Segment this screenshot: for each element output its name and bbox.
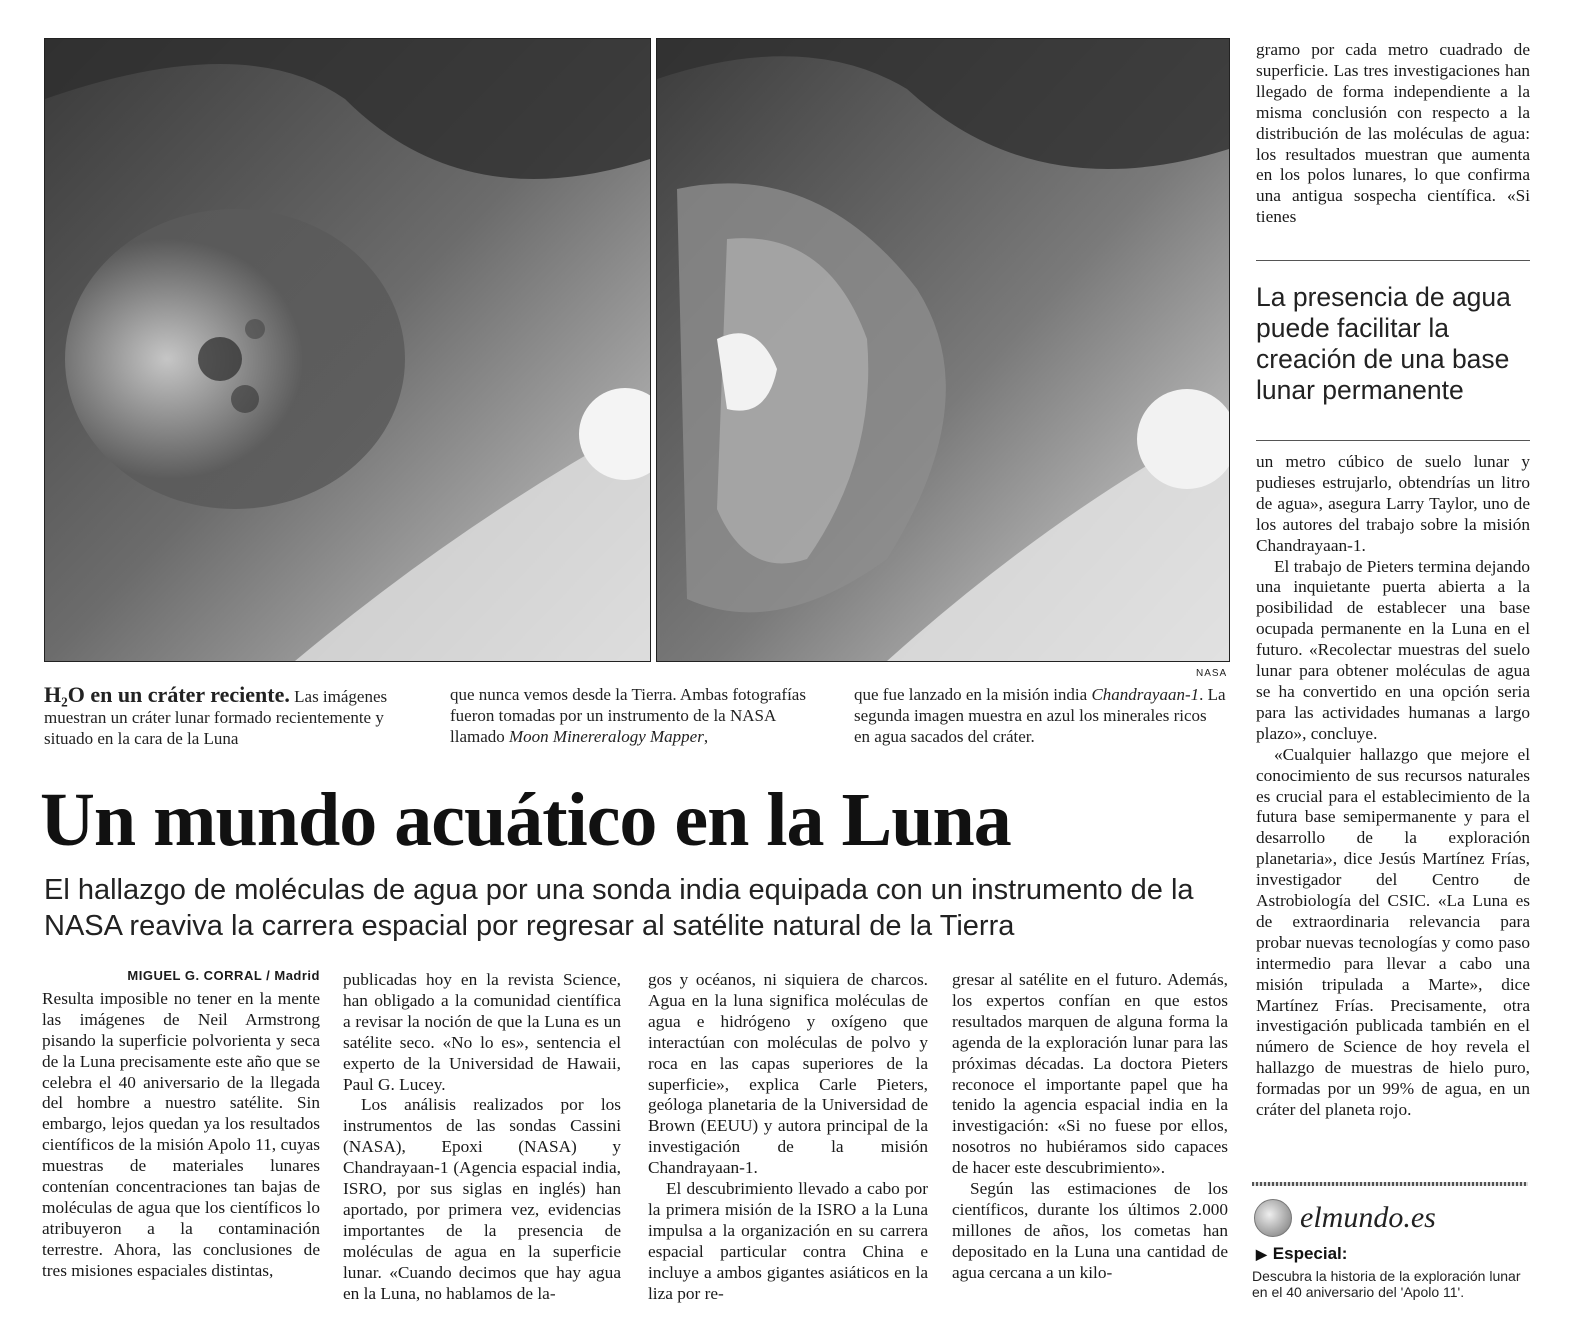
article-column-3 bbox=[648, 970, 928, 1305]
promo-label: Especial: bbox=[1272, 1244, 1348, 1263]
caption-mission: Chandrayaan-1 bbox=[1091, 685, 1200, 704]
caption-text-1: Las imágenes muestran un cráter lunar formado recientemente y situado en la cara de la Luna bbox=[44, 687, 388, 748]
paragraph: gos y océanos, ni siquiera de charcos. Agua en la luna significa moléculas de agua e hidrógeno y oxígeno que interactúan con moléculas de polvo y roca en las capas superiores de la superficie», explica Carle Pieters, geóloga planetaria de la Universidad de Brown (EEUU) y autora principal de la investigación de la misión Chandrayaan-1. bbox=[648, 970, 928, 1178]
elmundo-logo bbox=[1254, 1196, 1534, 1240]
caption-text-2c: , bbox=[703, 727, 709, 746]
photo-caption-col3 bbox=[854, 684, 1226, 747]
paragraph: publicadas hoy en la revista Science, han obligado a la comunidad científica a revisar la noción de que la Luna es un satélite seco. «No lo es», sentencia el experto de la Universidad de Hawaii, Paul G. Lucey. bbox=[343, 970, 621, 1094]
paragraph: gresar al satélite en el futuro. Además, los expertos confían en que estos resultados marquen de alguna forma la agenda de la exploración lunar para las próximas décadas. La doctora Pieters reconoce el importante papel que ha tenido la agencia espacial india en la investigación: «Si no fuese por ellos, nosotros no hubiéramos sido capaces de hacer este descubrimiento». bbox=[952, 970, 1228, 1178]
byline: MIGUEL G. CORRAL / Madrid bbox=[127, 968, 320, 983]
globe-icon bbox=[1254, 1199, 1292, 1237]
logo-text: elmundo.es bbox=[1300, 1201, 1436, 1234]
promo-special-label bbox=[1256, 1244, 1347, 1264]
promo-divider bbox=[1252, 1182, 1528, 1186]
article-column-4 bbox=[952, 970, 1228, 1284]
caption-title: H₂O en un cráter reciente. bbox=[44, 682, 290, 707]
article-subhead: El hallazgo de moléculas de agua por una sonda india equipada con un instrumento de la NASA reaviva la carrera espacial por regresar al satélite natural de la Tierra bbox=[44, 874, 1194, 942]
paragraph: El trabajo de Pieters termina dejando una inquietante puerta abierta a la posibilidad de establecer una base ocupada permanente en la Luna en el futuro. «Recolectar muestras del suelo lunar para obtener moléculas de agua se ha convertido en una opción seria para las actividades humanas a largo plazo», concluye. bbox=[1256, 556, 1530, 743]
moon-crater-photo-left bbox=[44, 38, 651, 662]
caption-text-3c: . La segunda imagen muestra en azul los minerales ricos en agua sacados del cráter. bbox=[854, 685, 1226, 746]
photo-credit: NASA bbox=[1196, 668, 1228, 679]
play-arrow-icon: ▶ bbox=[1256, 1246, 1267, 1262]
photo-caption-col2 bbox=[450, 684, 830, 747]
paragraph: El descubrimiento llevado a cabo por la primera misión de la ISRO a la Luna impulsa a la organización en su carrera espacial particular contra China e incluye a ambos gigantes asiáticos en la liza por re- bbox=[648, 1179, 928, 1303]
caption-text-3a: que fue lanzado en la misión india bbox=[854, 685, 1092, 704]
paragraph: Resulta imposible no tener en la mente las imágenes de Neil Armstrong pisando la superficie polvorienta y seca de la Luna precisamente este año que se celebra el 40 aniversario de la llegada del hombre a nuestro satélite. Sin embargo, lejos quedan ya los resultados científicos de la misión Apolo 11, cuyas muestras de materiales lunares contenían concentraciones tan bajas de moléculas de agua que los científicos lo atribuyeron a la contaminación terrestre. Ahora, las conclusiones de tres misiones espaciales distintas, bbox=[42, 988, 320, 1280]
article-column-5-top bbox=[1256, 40, 1530, 228]
moon-crater-photo-right bbox=[656, 38, 1230, 662]
article-column-2 bbox=[343, 970, 621, 1305]
paragraph: gramo por cada metro cuadrado de superficie. Las tres investigaciones han llegado de forma independiente a la misma conclusión con respecto a la distribución de las moléculas de agua: los resultados muestran que aumenta en los polos lunares, lo que confirma una antigua sospecha científica. «Si tienes bbox=[1256, 40, 1530, 227]
paragraph: un metro cúbico de suelo lunar y pudieses estrujarlo, obtendrías un litro de agua», asegura Larry Taylor, uno de los autores del trabajo sobre la misión Chandrayaan-1. bbox=[1256, 452, 1530, 555]
article-headline: Un mundo acuático en la Luna bbox=[40, 778, 1011, 862]
divider bbox=[1256, 260, 1530, 261]
paragraph: Según las estimaciones de los científicos, durante los últimos 2.000 millones de años, los cometas han depositado en la Luna una cantidad de agua cercana a un kilo- bbox=[952, 1179, 1228, 1282]
article-column-5-bottom bbox=[1256, 452, 1530, 1121]
caption-text-2a: que nunca vemos desde la Tierra. Ambas fotografías fueron tomadas por un instrumento de la NASA llamado bbox=[450, 685, 806, 746]
article-column-1 bbox=[42, 966, 320, 1282]
caption-instrument: Moon Minereralogy Mapper bbox=[509, 727, 704, 746]
paragraph: «Cualquier hallazgo que mejore el conocimiento de sus recursos naturales es crucial para el establecimiento de la futura base semipermanente y para el desarrollo de la exploración planetaria», dice Jesús Martínez Frías, investigador del Centro de Astrobiología del CSIC. «La Luna es de extraordinaria relevancia para probar nuevas tecnologías y como paso intermedio para llevar a cabo una misión tripulada a Marte», dice Martínez Frías. Precisamente, otra investigación publicada también en el número de Science de hoy revela el hallazgo de muestras de hielo puro, formadas por un 99% de agua, en un cráter del planeta rojo. bbox=[1256, 744, 1530, 1120]
photo-caption-col1 bbox=[44, 684, 420, 749]
divider bbox=[1256, 440, 1530, 441]
paragraph: Los análisis realizados por los instrumentos de las sondas Cassini (NASA), Epoxi (NASA) y Chandrayaan-1 (Agencia espacial india, ISRO, por sus siglas en inglés) han aportado, por primera vez, evidencias importantes de la presencia de moléculas de agua en la superficie lunar. «Cuando decimos que hay agua en la Luna, no hablamos de la- bbox=[343, 1095, 621, 1303]
promo-description: Descubra la historia de la exploración lunar en el 40 aniversario del 'Apolo 11'. bbox=[1252, 1268, 1521, 1300]
pull-quote: La presencia de agua puede facilitar la creación de una base lunar permanente bbox=[1256, 282, 1511, 405]
